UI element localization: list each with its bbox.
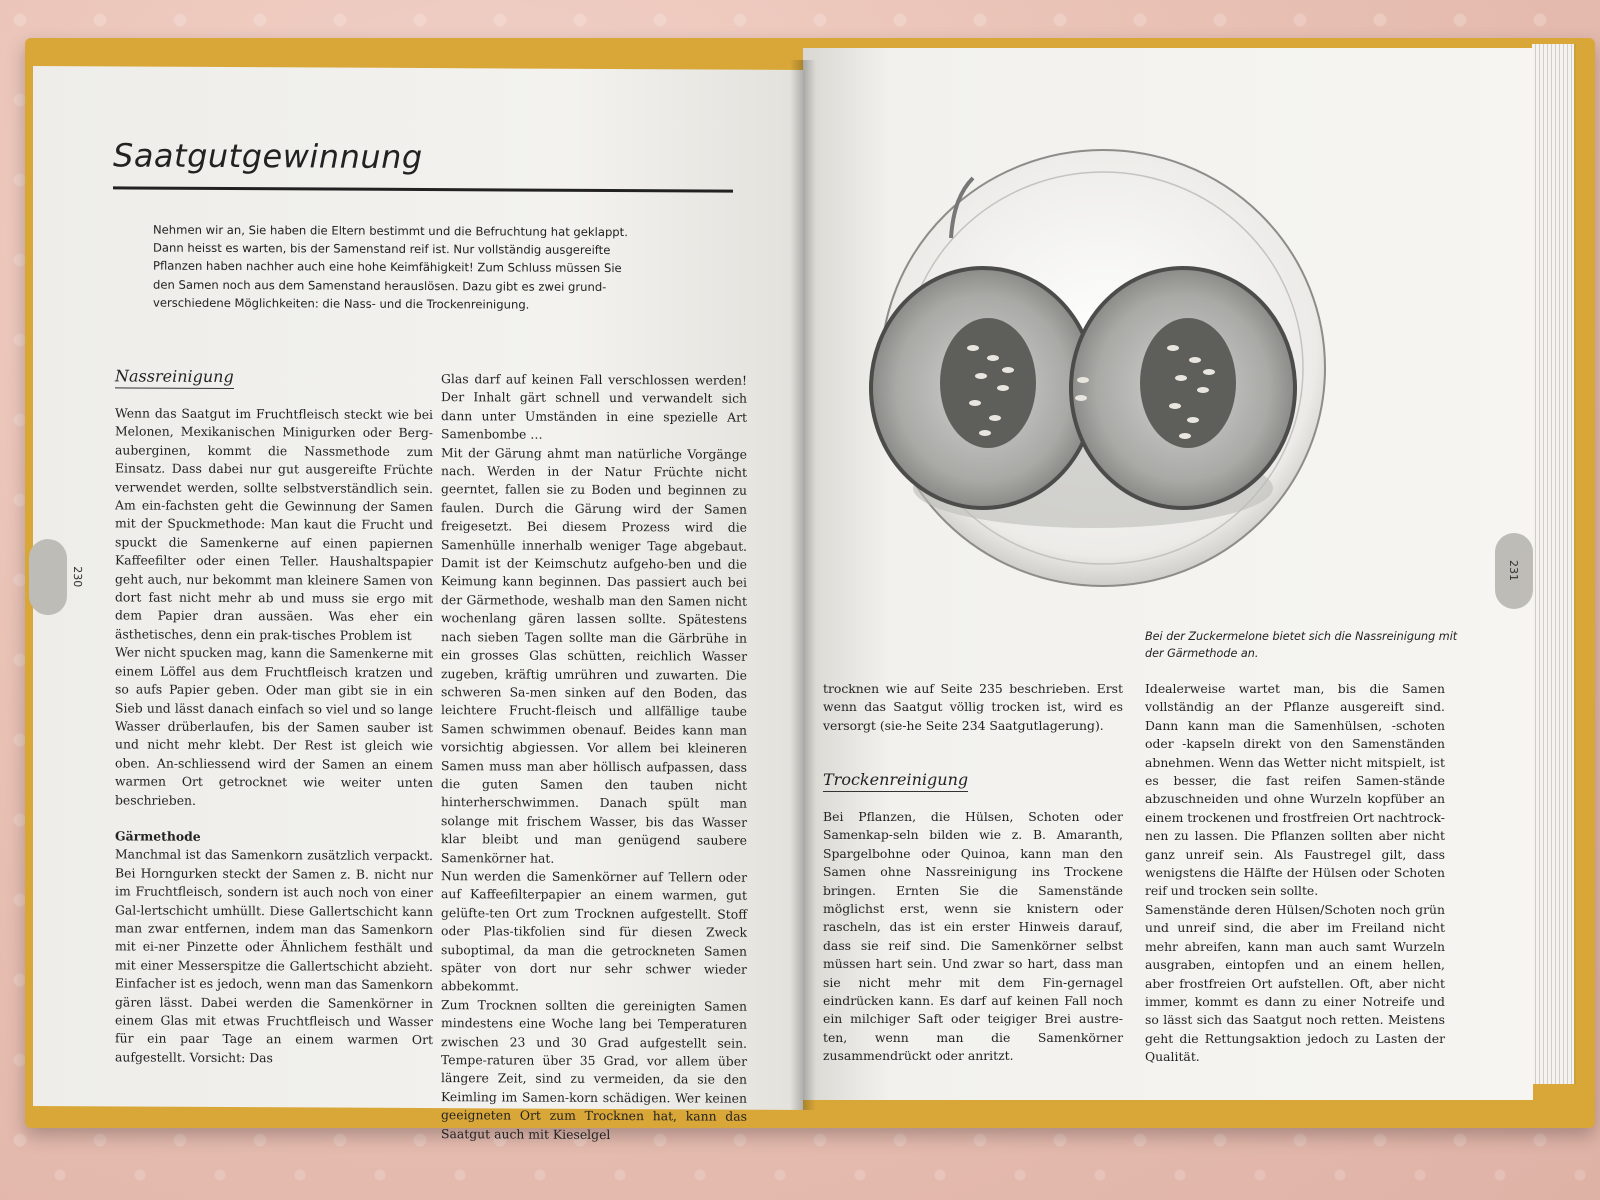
photo-caption: Bei der Zuckermelone bietet sich die Nassreinigung mit der Gärmethode an. xyxy=(1145,630,1458,660)
intro-text xyxy=(153,221,693,315)
paragraph: Manchmal ist das Samenkorn zusätzlich verpackt. Bei Horngurken steckt der Samen z. B. nicht nur im Fruchtfleisch, sondern ist auch noch von einer Gal-lertschicht umhüllt. Diese Gallertschicht kann man zwar entfernen, indem man das Samenkorn mit ei-ner Pinzette oder Ähnlichem festhält und mit einer Messerspitze die Gallertschicht abzieht. Einfacher ist es jedoch, wenn man das Samenkorn gären lässt. Dabei werden die Samenkörner in einem Glas mit etwas Fruchtfleisch und Wasser für ein paar Tage an einem warmen Ort aufgestellt. Vorsicht: Das xyxy=(115,846,433,1066)
subheading-gaermethode: Gärmethode xyxy=(115,828,201,844)
title-rule xyxy=(113,186,733,192)
left-column-1 xyxy=(115,404,433,1068)
intro-line: verschiedene Möglichkeiten: die Nass- und die Trockenreinigung. xyxy=(153,295,530,312)
melon-photo xyxy=(843,118,1313,588)
paragraph: Mit der Gärung ahmt man natürliche Vorgänge nach. Werden in der Natur Früchte nicht geerntet, fallen sie zu Boden und beginnen zu faulen. Durch die Gärung wird der Samen freigesetzt. Bei diesem Prozess wird die Samenhülle innerhalb weniger Tage abgebaut. Damit ist der Keimschutz aufgeho-ben und die Keimung kann beginnen. Das passiert auch bei der Gärmethode, weshalb man den Samen nicht wochenlang gären lassen sollte. Spätestens nach sieben Tagen sollte man die Gärbrühe in ein grosses Glas schütten, reichlich Wasser zugeben, kräftig umrühren und zuwarten. Die schweren Sa-men sinken auf den Boden, das leichtere Frucht-fleisch und allfällige taube Samen schwimmen obenauf. Beides kann man vorsichtig abgiessen. Vor allem bei kleineren Samen muss man aber höllisch aufpassen, dass die guten Samen den tauben nicht hinterherschwimmen. Danach spült man solange mit frischem Wasser, bis das Wasser klar bleibt und man genügend saubere Samenkörner hat. xyxy=(441,444,747,866)
intro-line: den Samen noch aus dem Samenstand herauslösen. Dazu gibt es zwei grund- xyxy=(153,277,607,294)
paragraph: Zum Trocknen sollten die gereinigten Samen mindestens eine Woche lang bei Temperaturen zwischen 23 und 30 Grad aufgestellt sein. Tempe-raturen über 35 Grad, vor allem über längere Zeit, sind zu vermeiden, da sie den Keimling im Samen-korn schädigen. Wer keinen geeigneten Ort zum Trocknen hat, kann das Saatgut auch mit Kieselgel xyxy=(441,996,747,1142)
paragraph: Wer nicht spucken mag, kann die Samenkerne mit einem Löffel aus dem Fruchtfleisch kratzen und so aufs Papier geben. Oder man gibt sie in ein Sieb und lässt danach einfach so viel und so lange Wasser drüberlaufen, bis der Samen sauber ist und nicht mehr klebt. Der Rest ist gleich wie oben. An-schliessend wird der Samen an einem warmen Ort getrocknet wie weiter unten beschrieben. xyxy=(115,644,433,808)
seed-cavity-right xyxy=(1140,318,1236,448)
intro-line: Pflanzen haben nachher auch eine hohe Keimfähigkeit! Zum Schluss müssen Sie xyxy=(153,259,622,276)
page-tab-left xyxy=(29,539,67,615)
right-column-2 xyxy=(1145,680,1445,1067)
intro-line: Dann heisst es warten, bis der Samenstand reif ist. Nur vollständig ausgereifte xyxy=(153,240,611,258)
page-number: 230 xyxy=(71,566,84,588)
paragraph: Samenstände deren Hülsen/Schoten noch grün und unreif sind, die aber im Freiland nicht mehr abreifen, kann man auch samt Wurzeln ausgraben, eintopfen und an einem hellen, aber frostfreien Ort aufstellen. Oft, aber nicht immer, kommt es dann zu einer Notreife und so lässt sich das Saatgut noch retten. Meistens geht die Rettungsaktion jedoch zu Lasten der Qualität. xyxy=(1145,901,1445,1065)
paragraph: Glas darf auf keinen Fall verschlossen werden! Der Inhalt gärt schnell und verwandelt sich dann unter Umständen in eine spezielle Art Samenbombe … xyxy=(441,371,747,442)
paragraph: Bei Pflanzen, die Hülsen, Schoten oder Samenkap-seln bilden wie z. B. Amaranth, Spargelbohne oder Quinoa, kann man den Samen ohne Nassreinigung ins Trockene bringen. Ernten Sie die Samenstände möglichst erst, wenn sie knistern oder rascheln, das ist ein erster Hinweis darauf, dass sie reif sind. Die Samenkörner selbst müssen hart sein. Und zwar so hart, dass man sie nicht mehr mit dem Fin-gernagel eindrücken kann. Es darf auf keinen Fall noch ein milchiger Saft oder teigiger Brei austre-ten, wenn man die Samenkörner zusammendrückt oder anritzt. xyxy=(823,809,1123,1064)
paragraph: Wenn das Saatgut im Fruchtfleisch steckt wie bei Melonen, Mexikanischen Minigurken oder Berg-auberginen, kommt die Nassmethode zum Einsatz. Dass dabei nur gut ausgereifte Früchte verwendet werden, sollte selbstverständlich sein. Am ein-fachsten geht die Gewinnung der Samen mit der Spuckmethode: Man kaut die Frucht und spuckt die Samenkerne auf einen papiernen Kaffeefilter oder einen Teller. Haushaltspapier geht auch, nur bekommt man kleinere Samen von dort fast nicht mehr ab und muss sie ergo mit dem Papier dran aussäen. Was eher ein ästhetisches, denn ein prak-tisches Problem ist xyxy=(115,405,433,643)
section-heading-trockenreinigung: Trockenreinigung xyxy=(823,770,968,792)
left-column-2 xyxy=(441,370,747,1145)
right-column-1-cont xyxy=(823,808,1123,1066)
paragraph: trocknen wie auf Seite 235 beschrieben. Erst wenn das Saatgut völlig trocken ist, wird es versorgt (sie-he Seite 234 Saatgutlagerung). xyxy=(823,681,1123,733)
section-heading-nassreinigung: Nassreinigung xyxy=(115,366,234,389)
right-page xyxy=(803,48,1533,1100)
book-gutter xyxy=(790,60,816,1110)
page-number: 231 xyxy=(1507,560,1520,581)
page-edges xyxy=(1532,44,1576,1084)
page-title: Saatgutgewinnung xyxy=(113,136,423,177)
intro-line: Nehmen wir an, Sie haben die Eltern bestimmt und die Befruchtung hat geklappt. xyxy=(153,222,628,240)
paragraph: Nun werden die Samenkörner auf Tellern oder auf Kaffeefilterpapier an einem warmen, gut gelüfte-ten Ort zum Trocknen aufgestellt. Stoff oder Plas-tikfolien sind für diesen Zweck suboptimal, da man die getrockneten Samen später von dort nur sehr schwer wieder abbekommt. xyxy=(441,868,747,994)
paragraph: Idealerweise wartet man, bis die Samen vollständig an der Pflanze ausgereift sind. Dann kann man die Samenhülsen, -schoten oder -kapseln direkt von den Samenständen abnehmen. Wenn das Wetter nicht mitspielt, ist es besser, die fast reifen Samen-stände abzuschneiden und ohne Wurzeln kopfüber an einem trockenen und frostfreien Ort nachtrock-nen zu lassen. Die Pflanzen sollten aber nicht ganz unreif sein. Als Faustregel gilt, dass wenigstens die Hälfte der Hülsen oder Schoten reif und trocken sein sollte. xyxy=(1145,681,1445,899)
left-page xyxy=(33,66,803,1142)
seed-cavity-left xyxy=(940,318,1036,448)
right-column-1 xyxy=(823,680,1123,735)
